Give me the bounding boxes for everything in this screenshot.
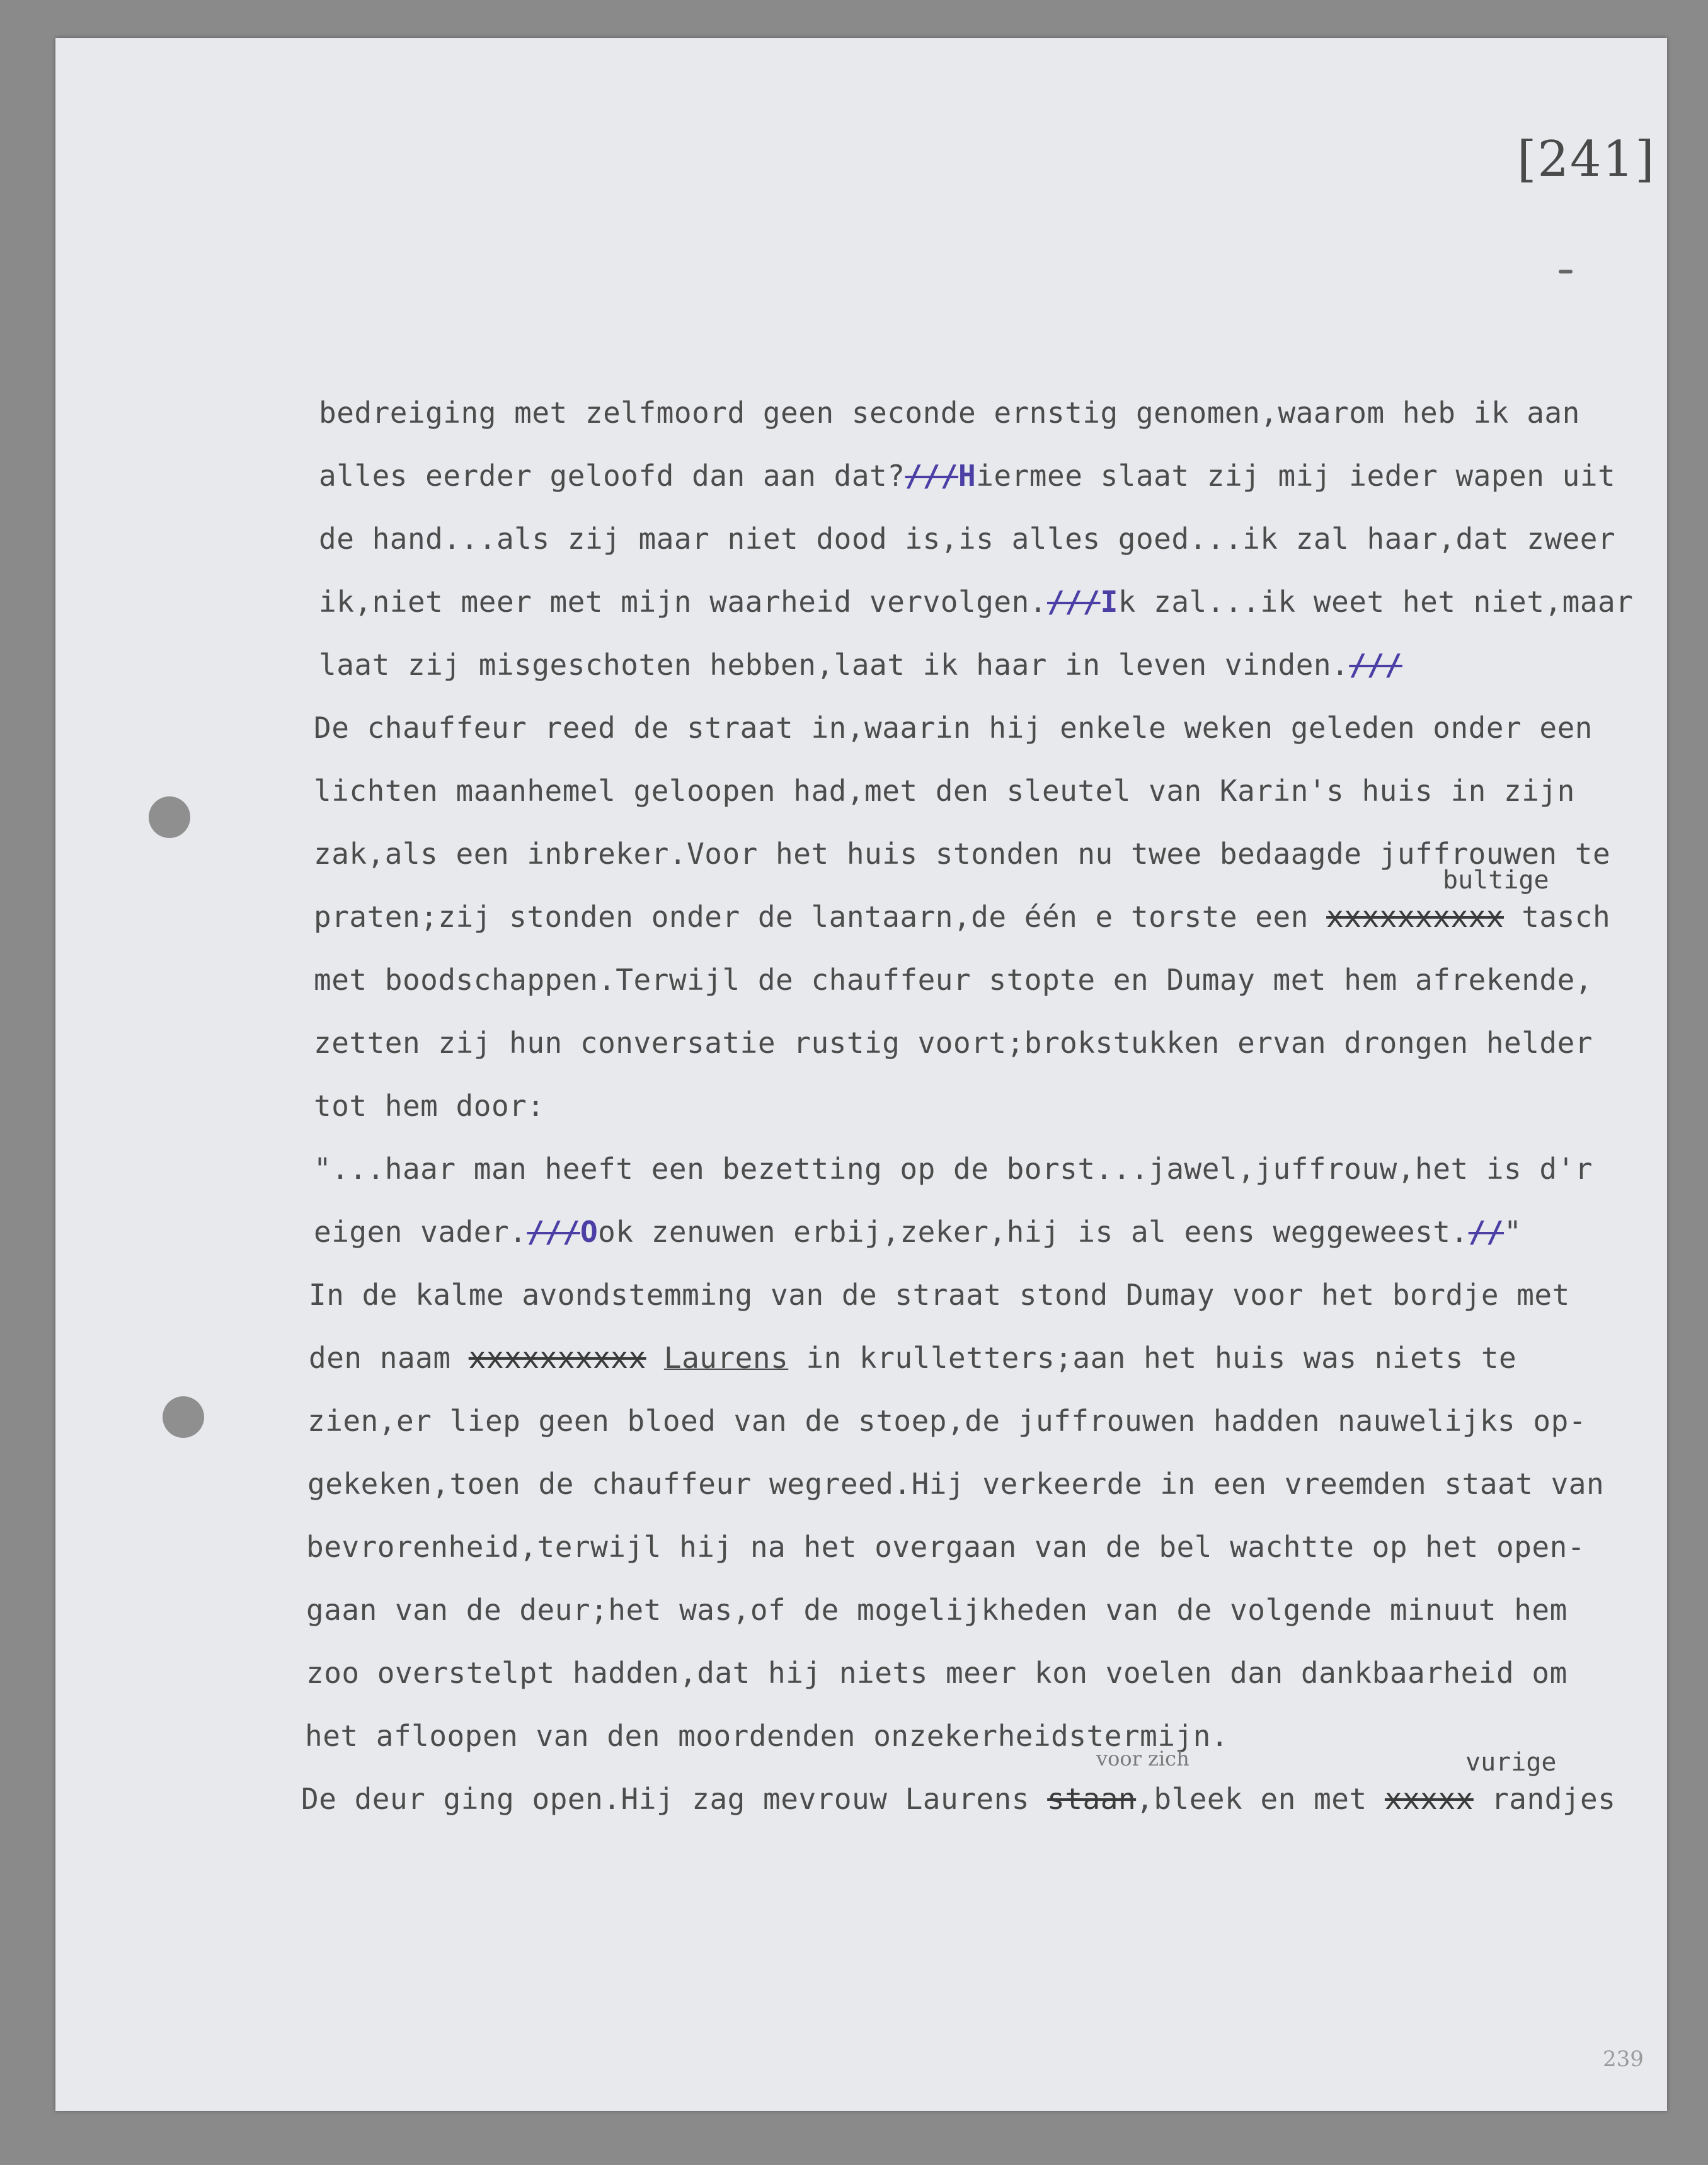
text-line: De deur ging open.Hij zag mevrouw Laurens staan,bleek en met xxxxx randjes	[301, 1782, 1616, 1816]
text-line: gekeken,toen de chauffeur wegreed.Hij verkeerde in een vreemden staat van	[307, 1467, 1605, 1501]
pen-deletion-mark: ///	[905, 459, 959, 493]
text-line: de hand...als zij maar niet dood is,is alles goed...ik zal haar,dat zweer	[319, 522, 1616, 556]
text-line: lichten maanhemel geloopen had,met den sleutel van Karin's huis in zijn	[314, 774, 1575, 808]
typed-insertion: vurige	[1465, 1748, 1557, 1777]
text-line: het afloopen van den moordenden onzekerheidstermijn.	[305, 1719, 1229, 1753]
text-line: zetten zij hun conversatie rustig voort;brokstukken ervan drongen helder	[314, 1026, 1593, 1060]
pencil-mark	[1559, 270, 1573, 273]
text-line: zien,er liep geen bloed van de stoep,de juffrouwen hadden nauwelijks op-	[307, 1404, 1586, 1438]
struck-text: staan	[1047, 1782, 1137, 1816]
text-line: bevrorenheid,terwijl hij na het overgaan van de bel wachtte op het open-	[306, 1530, 1585, 1564]
pen-correction: H	[958, 459, 977, 493]
typed-insertion: bultige	[1443, 866, 1549, 895]
pen-deletion-mark: //	[1468, 1215, 1505, 1249]
pen-correction: I	[1100, 585, 1118, 619]
text-line: eigen vader.///Ook zenuwen erbij,zeker,hij is al eens weggeweest.//"	[314, 1215, 1522, 1249]
text-line: den naam xxxxxxxxxx Laurens in krulletters;aan het huis was niets te	[309, 1341, 1517, 1375]
text-line: met boodschappen.Terwijl de chauffeur stopte en Dumay met hem afrekende,	[314, 963, 1593, 997]
pen-deletion-mark: ///	[1349, 648, 1402, 682]
struck-text: xxxxxxxxxx	[468, 1341, 646, 1375]
text-line: ik,niet meer met mijn waarheid vervolgen.///Ik zal...ik weet het niet,maar	[319, 585, 1634, 619]
text-line: laat zij misgeschoten hebben,laat ik haar in leven vinden.///	[319, 648, 1402, 682]
underlined-name: Laurens	[663, 1341, 789, 1375]
struck-text: xxxxx	[1384, 1782, 1474, 1816]
pen-correction: O	[580, 1215, 599, 1249]
text-line: alles eerder geloofd dan aan dat?///Hiermee slaat zij mij ieder wapen uit	[319, 459, 1616, 493]
punch-hole	[149, 796, 190, 838]
page-number: 239	[1603, 2047, 1644, 2072]
punch-hole	[163, 1396, 204, 1438]
text-line: "...haar man heeft een bezetting op de borst...jawel,juffrouw,het is d'r	[314, 1152, 1593, 1186]
manuscript-page	[55, 38, 1667, 2111]
pen-deletion-mark: ///	[527, 1215, 580, 1249]
struck-text: xxxxxxxxxx	[1326, 900, 1505, 934]
pen-deletion-mark: ///	[1046, 585, 1101, 619]
text-line: In de kalme avondstemming van de straat stond Dumay voor het bordje met	[309, 1278, 1570, 1312]
text-line: bedreiging met zelfmoord geen seconde ernstig genomen,waarom heb ik aan	[319, 396, 1580, 430]
text-line: De chauffeur reed de straat in,waarin hij enkele weken geleden onder een	[314, 711, 1593, 745]
text-line: praten;zij stonden onder de lantaarn,de één e torste een xxxxxxxxxx tasch	[314, 900, 1611, 934]
text-line: zak,als een inbreker.Voor het huis stonden nu twee bedaagde juffrouwen te	[314, 837, 1611, 871]
handwritten-insertion: voor zich	[1096, 1747, 1189, 1771]
archive-number: [241]	[1517, 131, 1656, 188]
text-line: tot hem door:	[314, 1089, 545, 1123]
text-line: gaan van de deur;het was,of de mogelijkheden van de volgende minuut hem	[306, 1593, 1568, 1627]
text-line: zoo overstelpt hadden,dat hij niets meer kon voelen dan dankbaarheid om	[306, 1656, 1568, 1690]
